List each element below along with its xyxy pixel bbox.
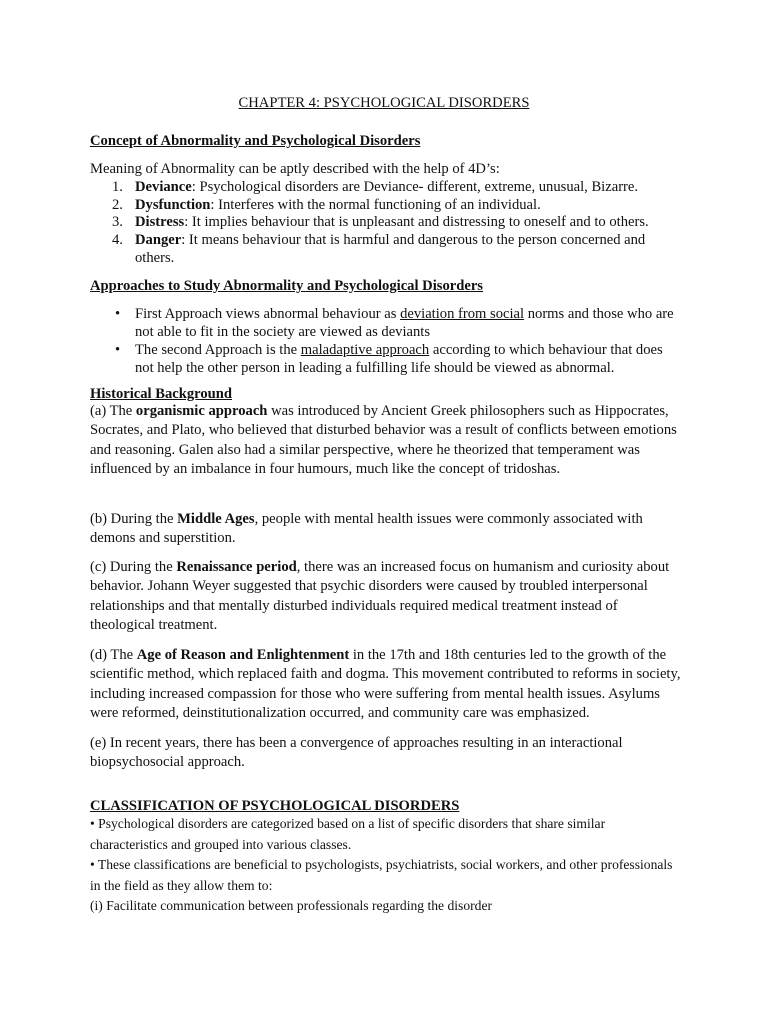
page-title: CHAPTER 4: PSYCHOLOGICAL DISORDERS — [238, 95, 530, 111]
history-paragraph-d: (d) The Age of Reason and Enlightenment in the 17th and 18th centuries led to the growth of the scientific method, which replaced faith and dogma. This movement contributed to reforms in society, including increased compassion for those who were suffering from mental health issues. Asylums were reformed, deinstitutionalization occurred, and community care was emphasized. — [90, 647, 681, 722]
approaches-list: • First Approach views abnormal behaviour as deviation from social norms and those who are not able to fit in the society are viewed as deviants • The second Approach is the maladaptive approach according to which behaviour that does not help the other person in leading a fulfilling life should be viewed as abnormal. — [115, 306, 674, 376]
classification-line: (i) Facilitate communication between professionals regarding the disorder — [90, 898, 493, 913]
history-heading: Historical Background — [90, 386, 233, 402]
approaches-heading: Approaches to Study Abnormality and Psychological Disorders — [90, 278, 483, 294]
deviance-list: 1. Deviance: Psychological disorders are Deviance- different, extreme, unusual, Bizarre. 2. Dysfunction: Interferes with the normal functioning of an individual. 3. Distress: It implies behaviour that is unpleasant and distressing to oneself and to others. 4. Danger: It means behaviour that is harmful and dangerous to the person concerned and others. — [112, 179, 649, 266]
classification-line: • Psychological disorders are categorized based on a list of specific disorders that share similar characteristics and grouped into various classes. — [90, 816, 606, 852]
classification-line: • These classifications are beneficial to psychologists, psychiatrists, social workers, and other professionals in the field as they allow them to: — [90, 857, 673, 893]
concept-heading: Concept of Abnormality and Psychological Disorders — [90, 133, 421, 149]
history-paragraph-b: (b) During the Middle Ages, people with mental health issues were commonly associated with demons and superstition. — [90, 511, 643, 547]
history-paragraph-e: (e) In recent years, there has been a convergence of approaches resulting in an interactional biopsychosocial approach. — [90, 735, 623, 771]
classification-heading: CLASSIFICATION OF PSYCHOLOGICAL DISORDERS — [90, 798, 460, 814]
concept-intro: Meaning of Abnormality can be aptly described with the help of 4D’s: — [90, 161, 500, 177]
history-paragraph-c: (c) During the Renaissance period, there was an increased focus on humanism and curiosity about behavior. Johann Weyer suggested that psychic disorders were caused by troubled interpersonal relationships and that mentally disturbed individuals required medical treatment instead of theological treatment. — [90, 559, 670, 634]
history-paragraph-a: (a) The organismic approach was introduced by Ancient Greek philosophers such as Hippocrates, Socrates, and Plato, who believed that disturbed behavior was a result of conflicts between emotions and reasoning. Galen also had a similar perspective, where he theorized that temperament was influenced by an imbalance in four humours, much like the concept of tridoshas. — [90, 403, 677, 478]
